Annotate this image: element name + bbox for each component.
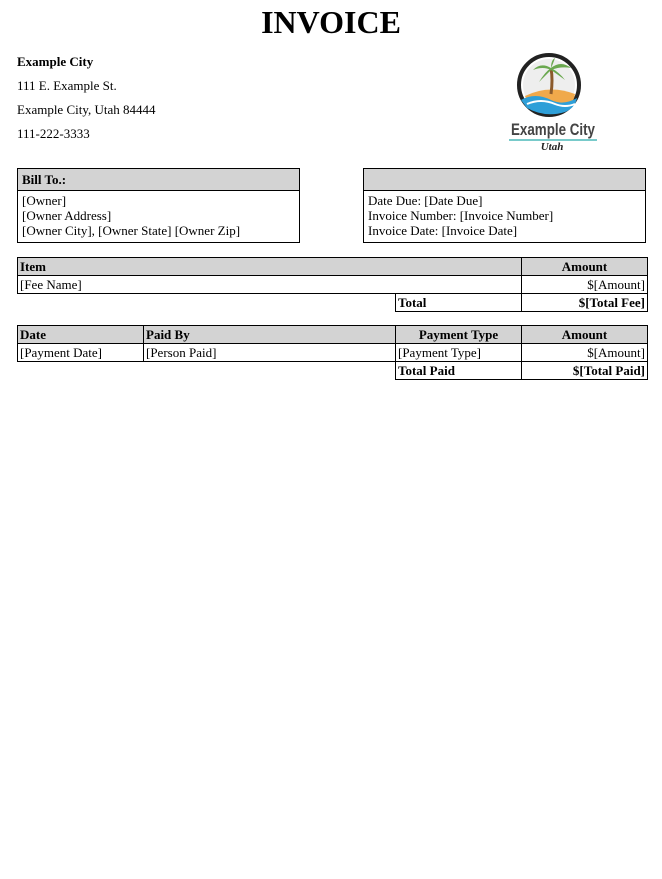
invoice-date: Invoice Date: [Invoice Date] bbox=[368, 223, 518, 238]
bill-to-box bbox=[17, 168, 300, 243]
fees-header-item: Item bbox=[18, 258, 522, 276]
logo-text-main: Example City bbox=[511, 120, 596, 139]
payment-type-cell: [Payment Type] bbox=[396, 344, 522, 362]
organization-block bbox=[17, 54, 156, 150]
invoice-info-box bbox=[363, 168, 646, 243]
payments-total-value: $[Total Paid] bbox=[522, 362, 648, 380]
organization-city-line: Example City, Utah 84444 bbox=[17, 102, 156, 117]
payment-date-cell: [Payment Date] bbox=[18, 344, 144, 362]
city-logo bbox=[505, 54, 601, 154]
organization-name: Example City bbox=[17, 54, 94, 69]
bill-to-heading: Bill To.: bbox=[18, 169, 299, 191]
bill-to-owner: [Owner] bbox=[22, 193, 67, 208]
fees-table bbox=[17, 257, 648, 312]
payments-header-payment-type: Payment Type bbox=[396, 326, 522, 344]
payments-header-paid-by: Paid By bbox=[144, 326, 396, 344]
invoice-title: INVOICE bbox=[261, 4, 401, 40]
fee-item-cell: [Fee Name] bbox=[18, 276, 522, 294]
fees-total-label: Total bbox=[396, 294, 522, 312]
fees-header-row bbox=[18, 258, 648, 276]
payments-header-amount: Amount bbox=[522, 326, 648, 344]
payments-table bbox=[17, 325, 648, 380]
fees-total-row bbox=[18, 294, 648, 312]
payment-paid-by-cell: [Person Paid] bbox=[144, 344, 396, 362]
organization-phone: 111-222-3333 bbox=[17, 126, 90, 141]
fees-total-value: $[Total Fee] bbox=[522, 294, 648, 312]
payments-total-row bbox=[18, 362, 648, 380]
city-logo-image bbox=[505, 54, 601, 154]
fees-header-amount: Amount bbox=[522, 258, 648, 276]
organization-address: 111 E. Example St. bbox=[17, 78, 117, 93]
table-row bbox=[18, 276, 648, 294]
bill-to-city-state-zip: [Owner City], [Owner State] [Owner Zip] bbox=[22, 223, 241, 238]
bill-to-address: [Owner Address] bbox=[22, 208, 112, 223]
payments-header-row bbox=[18, 326, 648, 344]
logo-text-sub: Utah bbox=[540, 141, 564, 153]
table-row bbox=[18, 344, 648, 362]
payment-amount-cell: $[Amount] bbox=[522, 344, 648, 362]
invoice-date-due: Date Due: [Date Due] bbox=[368, 193, 483, 208]
payments-total-label: Total Paid bbox=[396, 362, 522, 380]
invoice-info-heading bbox=[364, 169, 645, 191]
fee-amount-cell: $[Amount] bbox=[522, 276, 648, 294]
payments-header-date: Date bbox=[18, 326, 144, 344]
invoice-number: Invoice Number: [Invoice Number] bbox=[368, 208, 554, 223]
